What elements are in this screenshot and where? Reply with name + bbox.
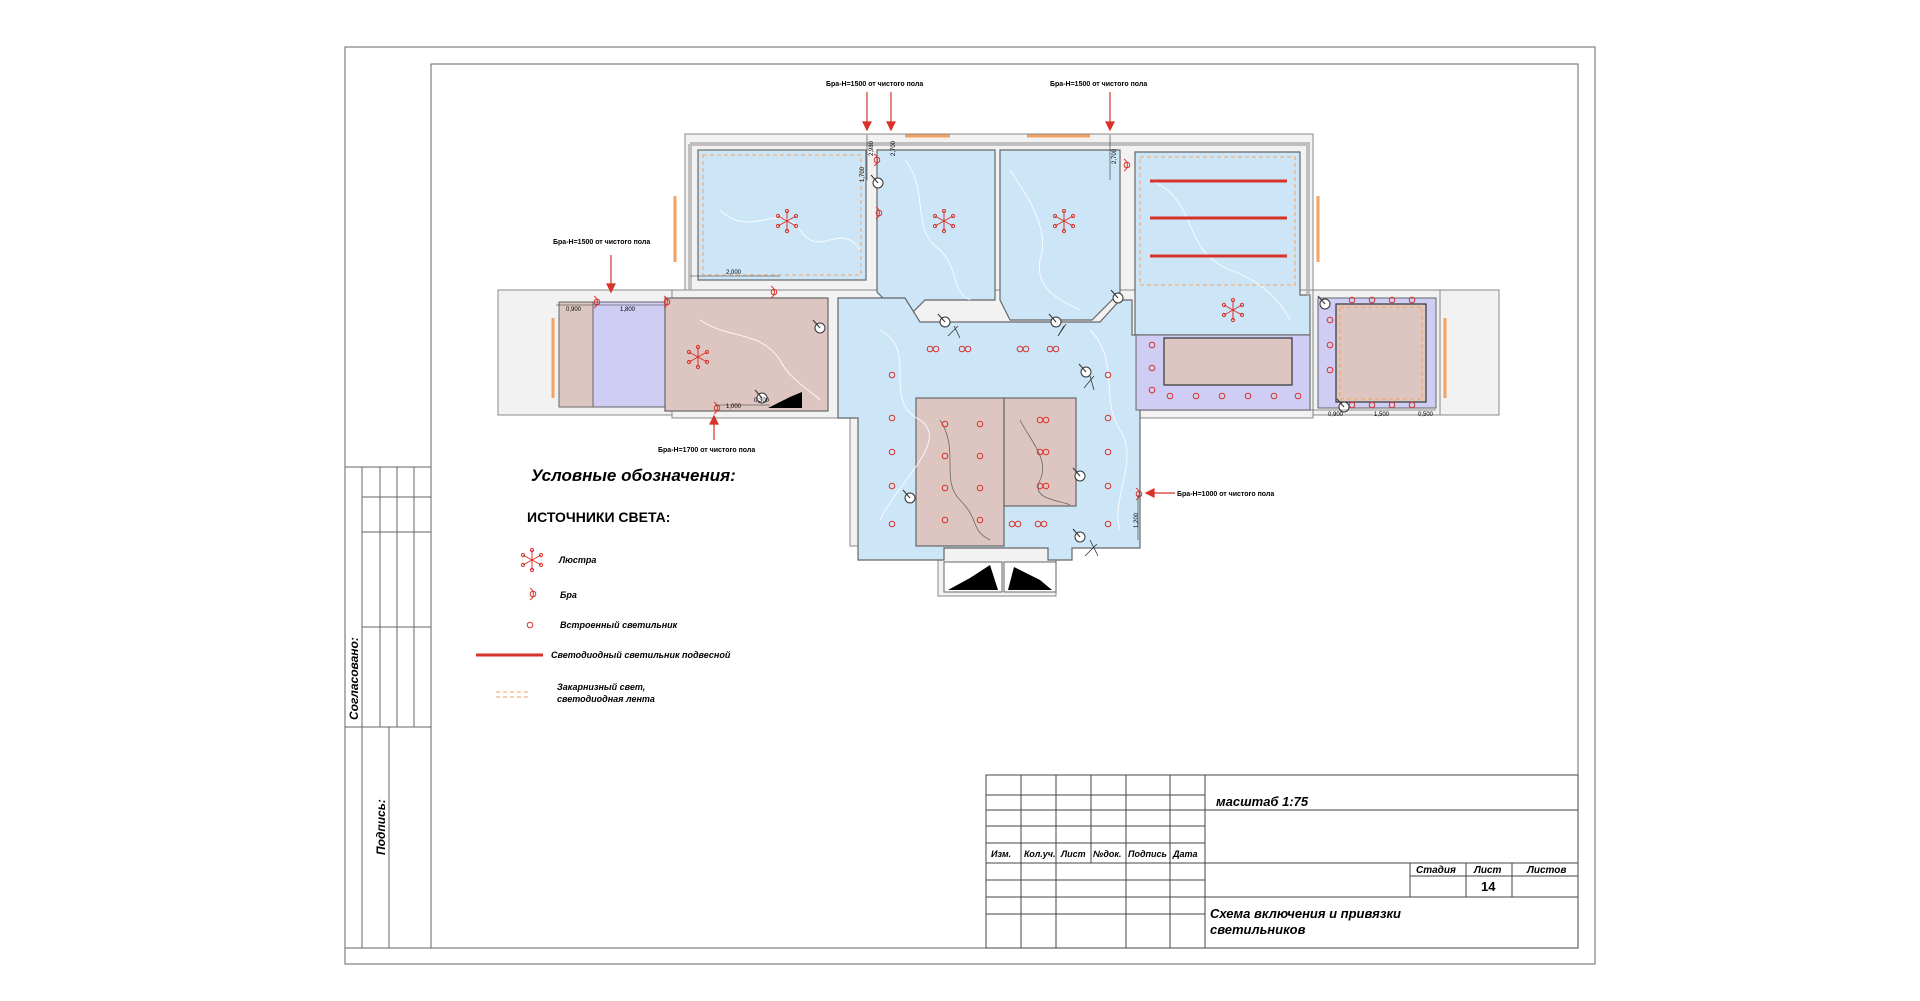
note-sconce-2: Бра-Н=1500 от чистого пола [1050, 81, 1148, 88]
legend-cornice-1: Закарнизный свет, [557, 682, 646, 692]
tb-data: Дата [1173, 849, 1198, 859]
dim-1500: 1,500 [1374, 412, 1390, 418]
legend-title: Условные обозначения: [531, 466, 736, 485]
legend-chandelier: Люстра [559, 555, 597, 565]
tb-izm: Изм. [991, 849, 1012, 859]
recessed-light-icon [527, 622, 533, 628]
dim-1000: 1,000 [726, 404, 742, 410]
drawing-title-line2: светильников [1210, 922, 1306, 937]
tb-kol: Кол.уч. [1024, 849, 1056, 859]
dim-2700-b: 2,700 [1112, 148, 1118, 164]
room-top-right-center [1000, 150, 1120, 320]
note-sconce-1: Бра-Н=1500 от чистого пола [826, 81, 924, 88]
dim-1700: 1,700 [860, 166, 866, 182]
room-right-pink-block [1164, 338, 1292, 385]
dim-0900: 0,900 [566, 307, 582, 313]
room-right-wing-pink [1336, 304, 1426, 402]
tb-ndok: №док. [1093, 849, 1122, 859]
legend-led: Светодиодный светильник подвесной [551, 650, 731, 660]
legend-cornice-2: светодиодная лента [557, 694, 655, 704]
dim-2700-a: 2,700 [891, 140, 897, 156]
note-sconce-3: Бра-Н=1500 от чистого пола [553, 239, 651, 246]
room-top-right [1135, 152, 1310, 335]
dim-2980: 2,980 [869, 140, 875, 156]
scale-label: масштаб 1:75 [1216, 794, 1309, 809]
room-lower-left-pink [916, 398, 1004, 546]
tb-list: Лист [1061, 849, 1086, 859]
legend-recessed: Встроенный светильник [560, 620, 678, 630]
room-left-pink-strip [559, 302, 593, 407]
dim-1800: 1,800 [620, 307, 636, 313]
dim-2000: 2,000 [726, 270, 742, 276]
dim-1200: 1,200 [1134, 512, 1140, 528]
sheet-number: 14 [1481, 879, 1496, 894]
cornice-light-icon [496, 692, 531, 697]
dim-0500: 0,500 [1418, 412, 1434, 418]
dim-0300: 0,300 [754, 398, 770, 404]
room-top-middle [877, 150, 995, 320]
note-sconce-5: Бра-Н=1000 от чистого пола [1177, 491, 1275, 498]
legend [476, 466, 736, 704]
sheets-label: Листов [1527, 865, 1567, 876]
legend-sconce: Бра [560, 590, 577, 600]
chandelier-icon [521, 548, 542, 571]
dim-0900-b: 0,900 [1328, 412, 1344, 418]
room-top-left [698, 150, 866, 280]
stage-label: Стадия [1416, 865, 1456, 876]
signature-label: Подпись: [374, 799, 388, 855]
tb-podpis: Подпись [1128, 849, 1167, 859]
legend-subtitle: ИСТОЧНИКИ СВЕТА: [527, 509, 671, 525]
room-left-pink [665, 298, 828, 411]
room-lower-right-pink [1004, 398, 1076, 506]
drawing-title-line1: Схема включения и привязки [1210, 906, 1402, 921]
sconce-icon [530, 588, 536, 600]
note-sconce-4: Бра-Н=1700 от чистого пола [658, 447, 756, 454]
agreed-label: Согласовано: [347, 637, 361, 720]
sheet-label: Лист [1474, 865, 1502, 876]
